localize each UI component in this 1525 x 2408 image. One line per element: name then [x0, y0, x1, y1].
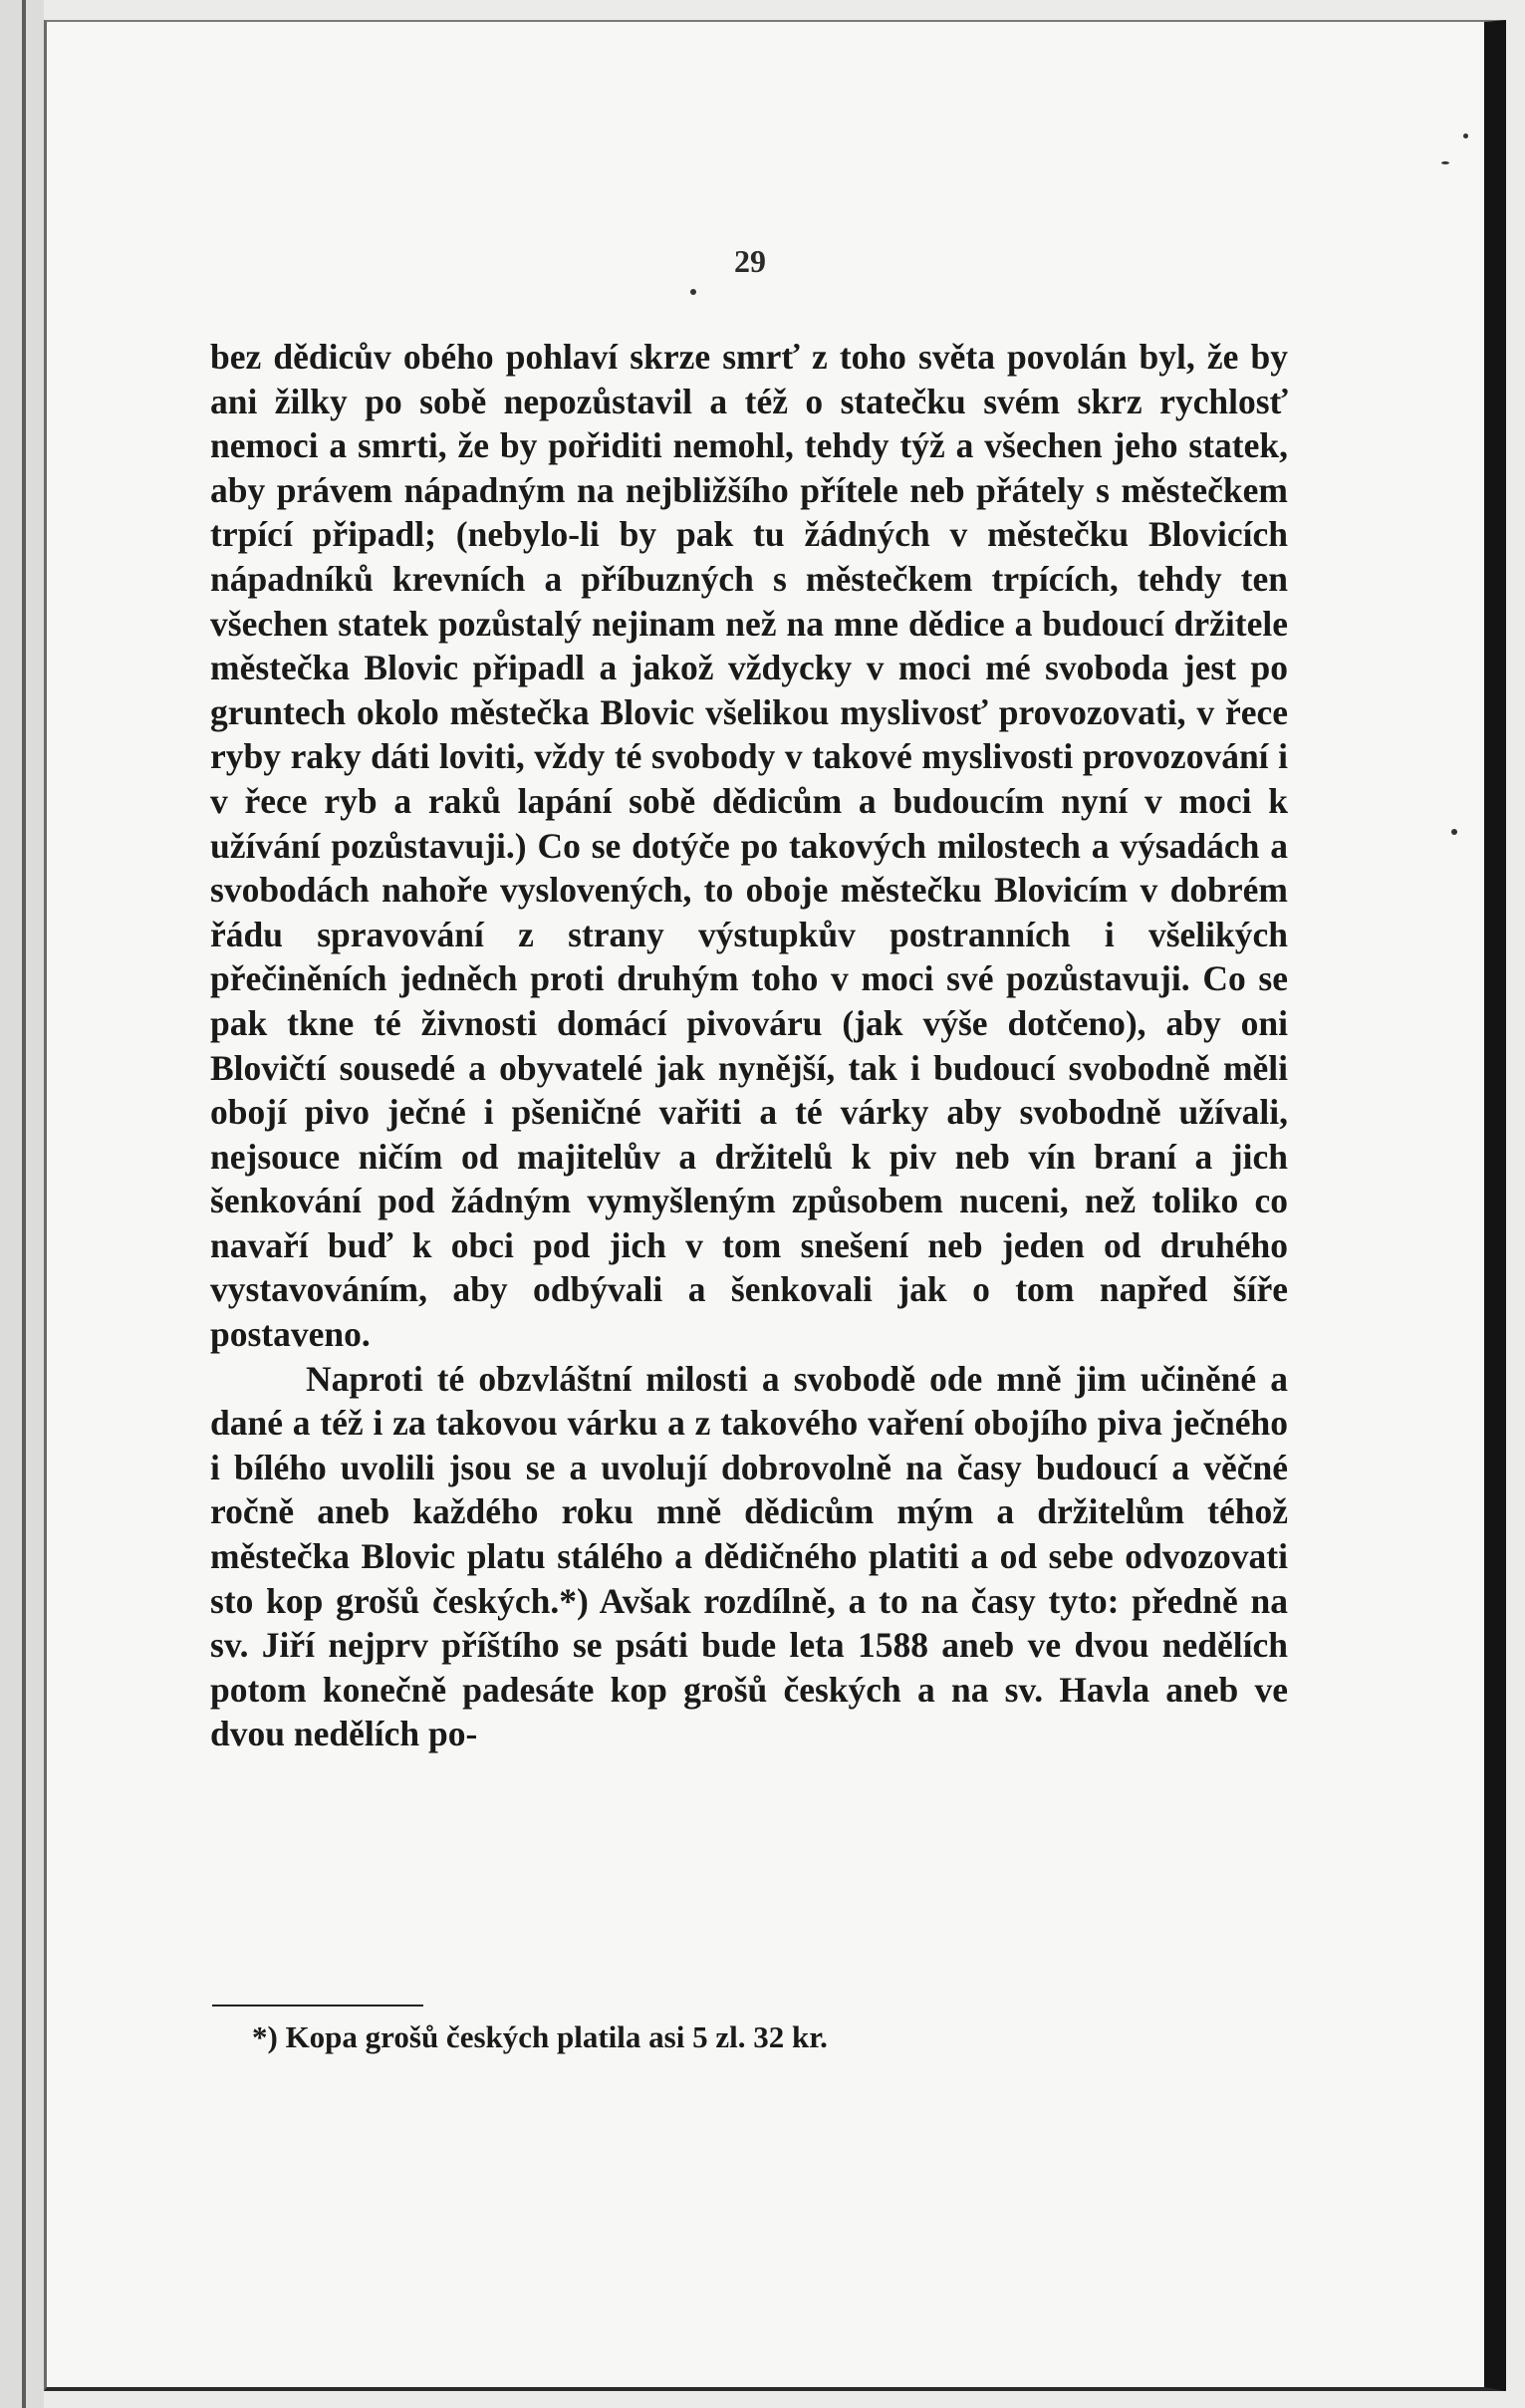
facing-page-border	[22, 0, 26, 2408]
paragraph: bez dědicův obého pohlaví skrze smrť z toho světa povolán byl, že by ani žilky po sobě nepozůstavil a též o statečku svém skrz rychlosť nemoci a smrti, že by pořiditi nemohl, tehdy týž a všechen jeho statek, aby právem nápadným na nejbližšího přítele neb přátely s městečkem trpící připadl; (nebylo-li by pak tu žádných v městečku Blovicích nápadníků krevních a příbuzných s městečkem trpících, tehdy ten všechen statek pozůstalý nejinam než na mne dědice a budoucí držitele městečka Blovic připadl a jakož vždycky v moci mé svoboda jest po gruntech okolo městečka Blovic všelikou myslivosť provozovati, v řece ryby raky dáti loviti, vždy té svobody v takové myslivosti provozování i v řece ryb a raků lapání sobě dědicům a budoucím nyní v moci k užívání pozůstavuji.) Co se dotýče po takových milostech a výsadách a svobodách nahoře vyslovených, to oboje městečku Blovicím v dobrém řádu spravování z strany výstupkův postranních i všelikých přečiněních jedněch proti druhým toho v moci své pozůstavuji. Co se pak tkne té živnosti domácí pivováru (jak výše dotčeno), aby oni Blovičtí sousedé a obyvatelé jak nynější, tak i budoucí svobodně měli obojí pivo ječné i pšeničné vařiti a té várky aby svobodně užívali, nejsouce ničím od majitelův a držitelů k piv neb vín braní a jich šenkování pod žádným vymyšleným způsobem nuceni, než toliko co navaří buď k obci pod jich v tom snešení neb jeden od druhého vystavováním, aby odbývali a šenkovali jak o tom napřed šíře postaveno.	[210, 337, 1288, 1355]
body-text	[210, 335, 1288, 1756]
print-speck	[1463, 134, 1468, 138]
footnote-separator	[212, 2005, 423, 2007]
paragraph: Naproti té obzvláštní milosti a svobodě ode mně jim učiněné a dané a též i za takovou várku a z takového vaření obojího piva ječného i bílého uvolili jsou se a uvolují dobrovolně na časy budoucí a věčné ročně aneb každého roku mně dědicům mým a držitelům téhož městečka Blovic platu stálého a dědičného platiti a od sebe odvozovati sto kop grošů českých.*) Avšak rozdílně, a to na časy tyto: předně na sv. Jiří nejprv příštího se psáti bude leta 1588 aneb ve dvou nedělích potom konečně padesáte kop grošů českých a na sv. Havla aneb ve dvou nedělích po-	[210, 1358, 1288, 1754]
print-speck	[1451, 829, 1457, 835]
footnote: *) Kopa grošů českých platila asi 5 zl. 32 kr.	[252, 2019, 828, 2054]
facing-page-edge	[0, 0, 44, 2408]
book-page	[44, 20, 1506, 2391]
print-speck	[690, 289, 696, 295]
page-number: 29	[734, 243, 766, 279]
print-speck	[1441, 161, 1449, 164]
